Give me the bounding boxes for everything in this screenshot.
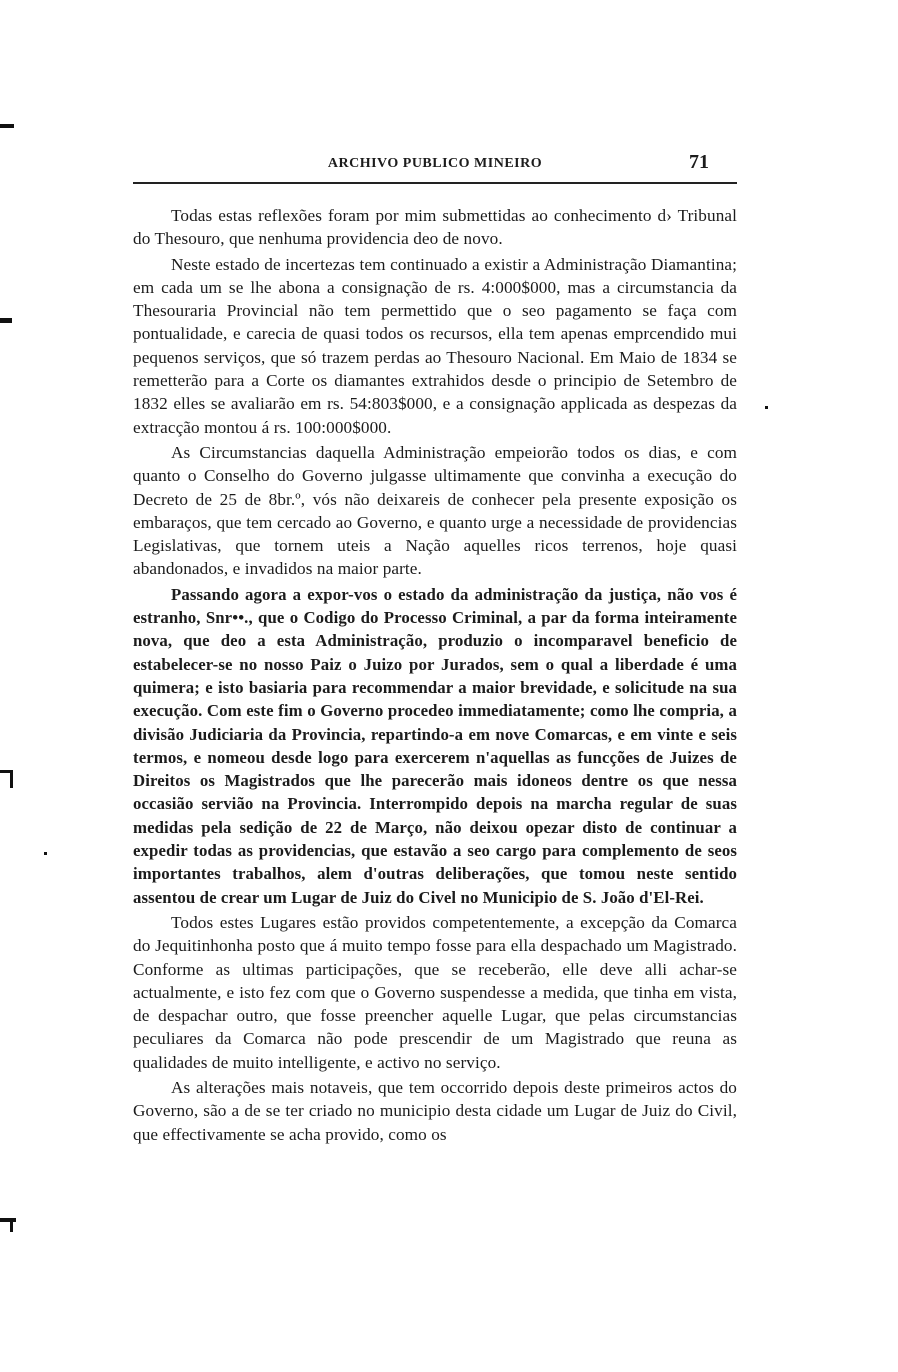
paragraph: As alterações mais notaveis, que tem occorrido depois deste primeiros actos do Governo, são a de se ter criado no municipio desta cidade um Lugar de Juiz do Civil, que effectivamente se acha provido, como os xyxy=(133,1077,737,1144)
scan-mark xyxy=(10,770,13,788)
paragraph: Todas estas reflexões foram por mim submettidas ao conhecimento d› Tribunal do Thesouro, que nenhuma providencia deo de novo. xyxy=(133,206,737,249)
running-head: ARCHIVO PUBLICO MINEIRO xyxy=(327,156,543,171)
paragraph: Passando agora a expor-vos o estado da administração da justiça, não vos é estranho, Snr••., que o Codigo do Processo Criminal, a par da forma inteiramente nova, que deo a esta Administração, produzio o incomparavel beneficio de estabelecer-se no nosso Paiz o Juizo por Jurados, sem o qual a liberdade é uma quimera; e isto basiaria para recommendar a maior brevidade, e solicitude na sua execução. Com este fim o Governo procedeo immediatamente; como lhe compria, a divisão Judiciaria da Provincia, repartindo-a em nove Comarcas, e em vinte e seis termos, e nomeou desde logo para exercerem n'aquellas as funcções de Juizes de Direitos os Magistrados que lhe parecerão mais idoneos dentre os que nessa occasião servião na Provincia. Interrompido depois na marcha regular de suas medidas pela sedição de 22 de Março, não deixou opezar disto de continuar a expedir todas as providencias, que estavão a seo cargo para complemento de seos importantes trabalhos, alem d'outras deliberações, que tomou neste sentido assentou de crear um Lugar de Juiz do Civel no Municipio de S. João d'El-Rei. xyxy=(133,584,737,907)
scan-mark xyxy=(10,1218,13,1232)
scan-mark xyxy=(0,124,14,128)
page-header xyxy=(133,150,737,180)
page-number: 71 xyxy=(689,151,709,173)
body-text xyxy=(133,204,737,1146)
scan-mark xyxy=(44,852,47,855)
paragraph: As Circumstancias daquella Administração empeiorão todos os dias, e com quanto o Conselho do Governo julgasse ultimamente que convinha a execução do Decreto de 25 de 8br.º, vós não deixareis de conhecer pela presente exposição os embaraços, que tem cercado ao Governo, e quanto urge a necessidade de providencias Legislativas, que tornem uteis a Nação aquelles ricos terrenos, hoje quasi abandonados, e invadidos na maior parte. xyxy=(133,442,737,579)
scan-mark xyxy=(765,406,768,409)
paragraph: Todos estes Lugares estão providos competentemente, a excepção da Comarca do Jequitinhonha posto que á muito tempo fosse para ella despachado um Magistrado. Conforme as ultimas participações, que se receberão, elle deve alli achar-se actualmente, e isto fez com que o Governo suspendesse a medida, que tinha em vista, de despachar outro, que fosse preencher aquelle Lugar, que pelas circumstancias peculiares da Comarca não pode prescendir de um Magistrado que reuna as qualidades de muito intelligente, e activo no serviço. xyxy=(133,912,737,1072)
paragraph: Neste estado de incertezas tem continuado a existir a Administração Diamantina; em cada um se lhe abona a consignação de rs. 4:000$000, mas a circumstancia da Thesouraria Provincial não tem permettido que o seo pagamento se faça com pontualidade, e carecia de quasi todos os recursos, ella tem apenas emprcendido mui pequenos serviços, que só trazem perdas ao Thesouro Nacional. Em Maio de 1834 se remetterão para a Corte os diamantes extrahidos desde o principio de Setembro de 1832 elles se avaliarão em rs. 54:803$000, e a consignação applicada as despezas da extracção montou á rs. 100:000$000. xyxy=(133,254,737,437)
scan-mark xyxy=(0,318,12,323)
scan-mark xyxy=(0,1218,16,1222)
header-rule xyxy=(133,182,737,184)
